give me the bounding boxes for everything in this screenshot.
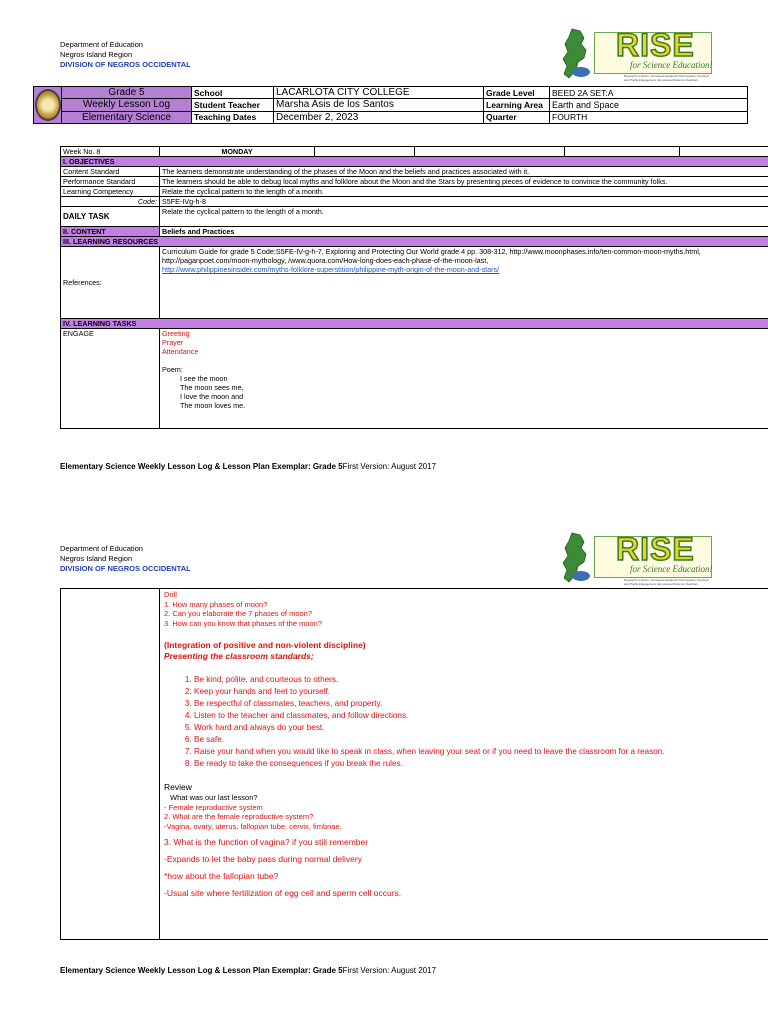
daily-task-text: Relate the cyclical pattern to the length of a month.	[160, 207, 768, 227]
reference-1: Curriculum Guide for grade 5 Code:S5FE-IV-g-h-7, Exploring and Protecting Our World grade 4 pp. 308-312, http://www.moonphases.info/ten-common-moon-myths.html,	[162, 247, 701, 256]
learning-area-label: Learning Area	[484, 99, 550, 111]
rule-item: 4. Listen to the teacher and classmates, and follow directions.	[194, 710, 764, 722]
references-label: References:	[61, 247, 160, 319]
seal-cell	[34, 87, 62, 124]
review-question: 3. What is the function of vagina? if you still remember	[164, 837, 369, 847]
daily-task-label: DAILY TASK	[61, 207, 160, 227]
region-name: Negros Island Region	[60, 554, 133, 563]
drill-heading: Drill	[164, 590, 177, 599]
poem-lines	[162, 374, 766, 410]
review-answer: -Vagina, ovary, uterus, fallopian tube, cervix, fimbriae.	[164, 821, 342, 831]
school-value: LACARLOTA CITY COLLEGE	[274, 87, 484, 99]
content-value: Beliefs and Practices	[160, 227, 768, 237]
page-2-left-cell	[61, 589, 160, 940]
teacher-value: Marsha Asis de los Santos	[274, 99, 484, 111]
page-2-footer	[60, 966, 436, 975]
rule-item: 8. Be ready to take the consequences if you break the rules.	[194, 758, 764, 770]
rule-item: 1. Be kind, polite, and courteous to others.	[194, 674, 764, 686]
objectives-heading: I. OBJECTIVES	[61, 157, 768, 167]
rise-tagline: for Science Education!	[630, 60, 713, 70]
page-1-footer	[60, 462, 436, 471]
footer-bold: Elementary Science Weekly Lesson Log & Lesson Plan Exemplar: Grade 5	[60, 462, 343, 471]
reference-link[interactable]: http://www.philippinesinsider.com/myths-folklore-superstition/philippine-myth-origin-of-the-moon-and-stars/	[162, 265, 500, 274]
review-answer: -Expands to let the baby pass during normal delivery	[164, 854, 362, 864]
rise-logo	[548, 28, 718, 84]
quarter-label: Quarter	[484, 111, 550, 123]
resources-heading: III. LEARNING RESOURCES	[61, 237, 768, 247]
greeting-text: Greeting	[162, 329, 190, 338]
school-label: School	[192, 87, 274, 99]
attendance-text: Attendance	[162, 347, 199, 356]
division-name: DIVISION OF NEGROS OCCIDENTAL	[60, 564, 191, 573]
rise-logo-2	[548, 532, 718, 588]
teacher-label: Student Teacher	[192, 99, 274, 111]
performance-standard-text: The learners should be able to debug local myths and folklore about the Moon and the Stars by presenting pieces of evidence to convince the community folks.	[160, 177, 768, 187]
week-number: Week No. 8	[61, 147, 160, 157]
deped-seal-icon	[35, 89, 61, 121]
performance-standard-label: Performance Standard	[61, 177, 160, 187]
content-standard-label: Content Standard	[61, 167, 160, 177]
grade-level-label: Grade Level	[484, 87, 550, 99]
poem-line: The moon loves me.	[180, 401, 246, 410]
learning-tasks-heading: IV. LEARNING TASKS	[61, 319, 768, 329]
division-name: DIVISION OF NEGROS OCCIDENTAL	[60, 60, 191, 69]
poem-line: I love the moon and	[180, 392, 244, 401]
review-question: 2. What are the female reproductive system?	[164, 812, 314, 821]
reference-2: http://paganpoet.com/moon-mythology, /www.quora.com/How-long-does-each-phase-of-the-moon-last,	[162, 256, 489, 265]
poem-label: Poem:	[162, 365, 183, 374]
rule-item: 6. Be safe.	[194, 734, 764, 746]
department-header	[60, 40, 191, 70]
engage-content	[160, 329, 768, 429]
dates-value: December 2, 2023	[274, 111, 484, 123]
region-name: Negros Island Region	[60, 50, 133, 59]
day-col-4	[565, 147, 680, 157]
rise-tagline: for Science Education!	[630, 564, 713, 574]
prayer-text: Prayer	[162, 338, 184, 347]
poem-line: The moon sees me,	[180, 383, 244, 392]
rise-wordmark: RISE	[616, 531, 695, 567]
rise-wordmark: RISE	[616, 27, 695, 63]
rise-fine-print: Research in Action, Increased Academic Performance, Dynamic and Pupils Engagement, Empowered Science Teachers	[624, 74, 710, 82]
lesson-plan-table	[60, 146, 768, 429]
code-label: Code:	[61, 197, 160, 207]
review-question: *how about the fallopian tube?	[164, 871, 279, 881]
day-col-2	[315, 147, 415, 157]
day-col-3	[415, 147, 565, 157]
dept-name: Department of Education	[60, 40, 143, 49]
page-2-content	[160, 589, 768, 940]
footer-version: First Version: August 2017	[342, 462, 437, 471]
rule-item: 7. Raise your hand when you would like to speak in class, when leaving your seat or if you need to leave the classroom for a reason.	[194, 746, 764, 758]
engage-label: ENGAGE	[61, 329, 160, 429]
presenting-standards: Presenting the classroom standards;	[164, 651, 314, 661]
rule-item: 2. Keep your hands and feet to yourself.	[194, 686, 764, 698]
review-question: What was our last lesson?	[170, 793, 258, 802]
review-answer: -Usual site where fertilization of egg cell and sperm cell occurs.	[164, 888, 402, 898]
grade-level-value: BEED 2A SET:A	[550, 87, 748, 99]
footer-bold: Elementary Science Weekly Lesson Log & Lesson Plan Exemplar: Grade 5	[60, 966, 343, 975]
poem-line: I see the moon	[180, 374, 228, 383]
review-answer: - Female reproductive system	[164, 802, 263, 812]
day-col-5	[680, 147, 768, 157]
code-value: S5FE-IVg-h-8	[160, 197, 768, 207]
department-header-2	[60, 544, 191, 574]
competency-text: Relate the cyclical pattern to the length of a month.	[160, 187, 768, 197]
integration-heading: (Integration of positive and non-violent discipline)	[164, 640, 366, 650]
drill-question: 2. Can you elaborate the 7 phases of moon?	[164, 609, 313, 618]
drill-question: 3. How can you know that phases of the moon?	[164, 618, 323, 628]
review-heading: Review	[164, 782, 192, 792]
learning-area-value: Earth and Space	[550, 99, 748, 111]
page-2-table	[60, 588, 768, 940]
subject-title: Elementary Science	[62, 111, 192, 123]
negros-map-icon	[554, 28, 596, 80]
rise-fine-print: Research in Action, Increased Academic Performance, Dynamic and Pupils Engagement, Empowered Science Teachers	[624, 578, 710, 586]
content-standard-text: The learners demonstrate understanding of the phases of the Moon and the beliefs and practices associated with it.	[160, 167, 768, 177]
drill-question: 1. How many phases of moon?	[164, 599, 268, 609]
grade-title: Grade 5	[62, 87, 192, 99]
log-title: Weekly Lesson Log	[62, 99, 192, 111]
rule-item: 3. Be respectful of classmates, teachers, and property.	[194, 698, 764, 710]
classroom-rules-list	[164, 674, 764, 770]
day-label: MONDAY	[160, 147, 315, 157]
rule-item: 5. Work hard and always do your best.	[194, 722, 764, 734]
content-heading: II. CONTENT	[61, 227, 160, 237]
references-text	[160, 247, 768, 319]
lesson-info-table	[33, 86, 748, 124]
dates-label: Teaching Dates	[192, 111, 274, 123]
quarter-value: FOURTH	[550, 111, 748, 123]
negros-map-icon	[554, 532, 596, 584]
dept-name: Department of Education	[60, 544, 143, 553]
competency-label: Learning Competency	[61, 187, 160, 197]
footer-version: First Version: August 2017	[342, 966, 437, 975]
